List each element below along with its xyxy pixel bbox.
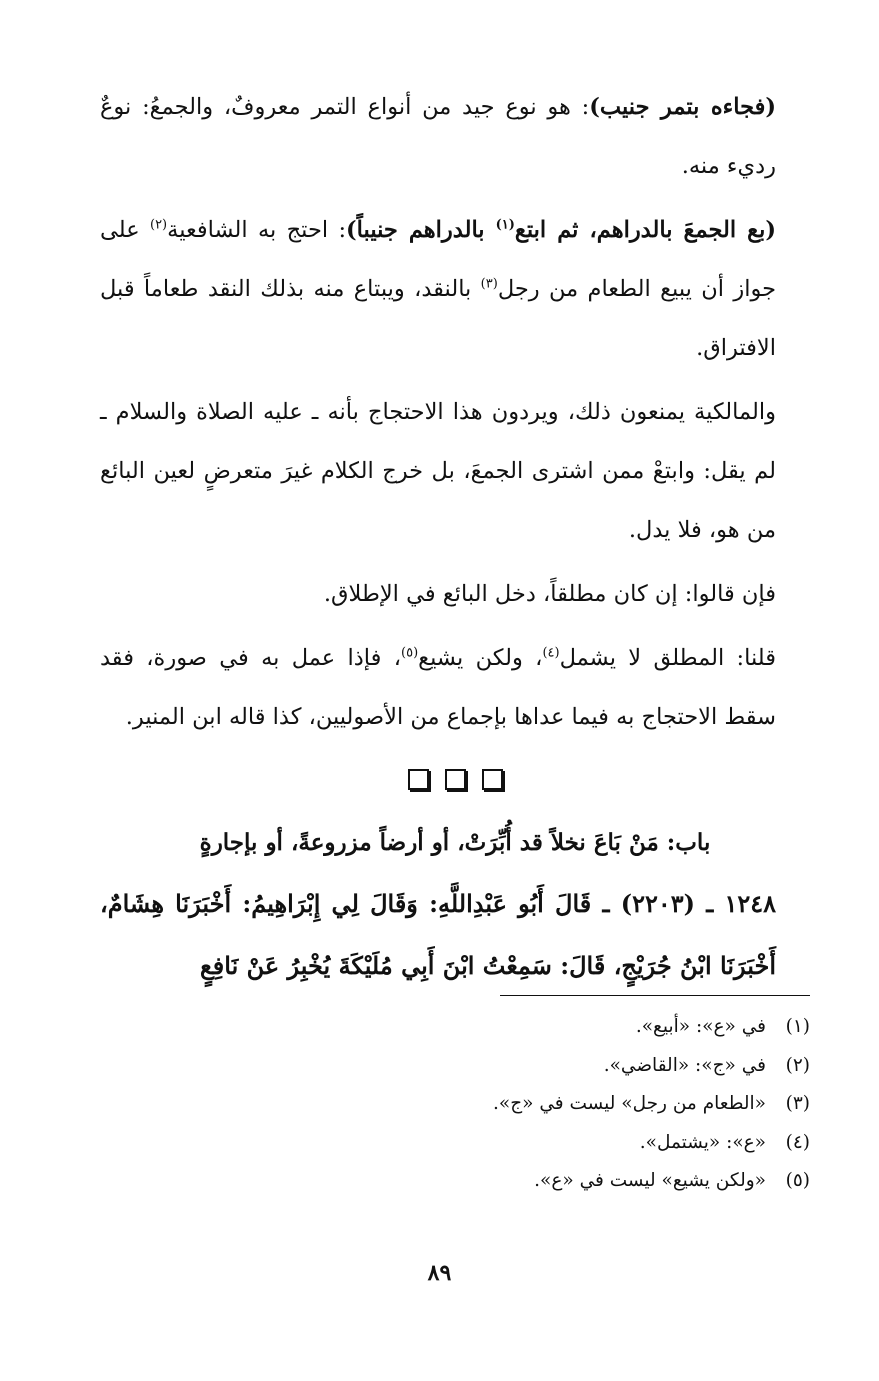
footnote-number: (١) [785,1016,810,1037]
paragraph-text: قلنا: المطلق لا يشمل [559,645,776,671]
footnote-ref-2[interactable]: (٢) [149,217,168,233]
footnote-divider [500,995,810,996]
lemma-fajaahu: (فجاءه بتمر جنيب) [589,94,776,120]
commentary-paragraph-4: فإن قالوا: إن كان مطلقاً، دخل البائع في الإطلاق. [323,581,776,607]
lemma-bi-al-jam [346,217,776,243]
section-separator [100,769,810,801]
footnote-ref-1[interactable]: (١) [495,217,515,233]
footnote-text: «ع»: «يشتمل». [639,1131,766,1153]
footnote-item [100,1124,810,1163]
paragraph-text: بالنقد، ويبتاع منه بذلك النقد طعاماً قبل الافتراق. [100,276,776,361]
footnote-ref-5[interactable]: (٥) [401,645,419,661]
paragraph-text: ، فإذا عمل به في صورة، فقد سقط الاحتجاج به فيما عداها بإجماع من الأصوليين، كذا قاله ابن المنير. [100,645,776,730]
footnote-number: (٤) [785,1131,810,1153]
square-ornament-icon [445,769,466,790]
commentary-paragraph-2 [100,201,810,378]
footnote-number: (٥) [785,1170,810,1191]
footnote-number: (٢) [785,1054,810,1076]
lemma-text: بالدراهم جنيباً) [346,217,496,243]
footnote-item [100,1162,810,1201]
hadith-text: ١٢٤٨ ـ (٢٢٠٣) ـ قَالَ أَبُو عَبْدِاللَّهِ: وَقَالَ لِي إِبْرَاهِيمُ: أَخْبَرَنَا هِشَامٌ، أَخْبَرَنَا ابْنُ جُرَيْجٍ، قَالَ: سَمِعْتُ ابْنَ أَبِي مُلَيْكَةَ يُخْبِرُ عَنْ نَافِعٍ [100,889,776,980]
footnote-item [100,1008,810,1047]
square-ornament-icon [482,769,503,790]
page-number: ٨٩ [427,1260,452,1286]
paragraph-text: : احتج به الشافعية [167,217,347,243]
footnote-text: في «ج»: «القاضي». [603,1054,766,1076]
commentary-paragraph-5 [100,629,810,747]
footnote-item [100,1047,810,1086]
main-text [100,78,810,997]
paragraph-text: ، ولكن يشيع [418,645,543,671]
lemma-text: (بع الجمعَ بالدراهم، ثم ابتع [514,217,777,243]
footnote-ref-3[interactable]: (٣) [480,276,498,292]
chapter-heading: باب: مَنْ بَاعَ نخلاً قد أُبِّرَتْ، أو أرضاً مزروعةً، أو بإجارةٍ [199,829,711,856]
paragraph-text: على جواز أن يبيع الطعام من رجل [100,217,777,302]
commentary-paragraph-3: والمالكية يمنعون ذلك، ويردون هذا الاحتجاج بأنه ـ عليه الصلاة والسلام ـ لم يقل: وابتعْ ممن اشترى الجمعَ، بل خرج الكلام غيرَ متعرضٍ لعين البائع من هو، فلا يدل. [100,399,776,543]
footnote-ref-4[interactable]: (٤) [542,645,560,661]
footnote-number: (٣) [785,1093,810,1114]
footnote-text: «ولكن يشيع» ليست في «ع». [534,1170,766,1191]
square-ornament-icon [408,769,429,790]
footnote-text: في «ع»: «أبيع». [635,1016,766,1037]
paragraph-text: : هو نوع جيد من أنواع التمر معروفٌ، والجمعُ: نوعٌ رديء منه. [100,94,776,179]
commentary-paragraph-1 [100,78,810,196]
footnotes [100,1008,810,1201]
footnote-text: «الطعام من رجل» ليست في «ج». [493,1093,766,1114]
footnote-item [100,1085,810,1124]
